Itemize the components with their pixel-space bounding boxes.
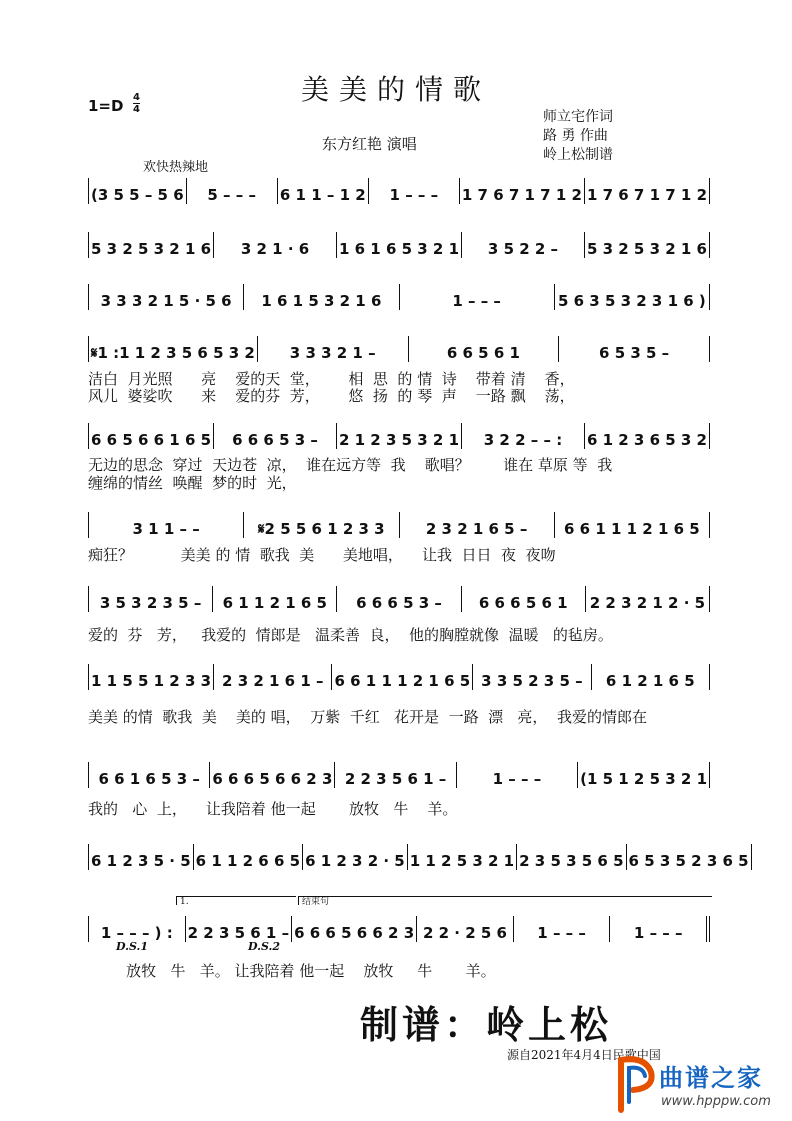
score-row — [88, 178, 710, 204]
watermark-url: www.hpppw.com — [661, 1094, 771, 1109]
measure: 6 6 6 5 6 6 2 3 — [210, 762, 335, 788]
measure: 6 6 6 5 6 1 — [462, 586, 586, 612]
source-note: 源自2021年4月4日民歌中国 — [507, 1048, 661, 1062]
transcriber: 岭上松制谱 — [543, 147, 613, 163]
measure: 5 – – – — [187, 178, 278, 204]
measure: 𝄋2 5 5 6 1 2 3 3 — [244, 512, 399, 538]
key-signature: 1=D — [88, 97, 124, 115]
time-signature-bottom: 4 — [133, 104, 140, 115]
measure: 6 1 1 2 1 6 5 — [213, 586, 337, 612]
watermark-name: 曲谱之家 — [659, 1064, 763, 1092]
score-row — [88, 284, 710, 310]
measure: 6 6 5 6 6 1 6 5 — [88, 423, 214, 449]
score-row — [88, 336, 710, 362]
measure: 6 1 2 3 2 · 5 — [303, 844, 408, 870]
measure: 1 1 5 5 1 2 3 3 — [88, 664, 214, 690]
score-row — [88, 844, 749, 870]
measure: (3 5 5 – 5 6 — [88, 178, 187, 204]
dal-segno-mark: D.S.1 — [116, 940, 149, 953]
score-row — [88, 512, 710, 538]
volta-bracket-end: 结束句 — [298, 896, 712, 905]
measure: 3 3 5 2 3 5 – — [473, 664, 591, 690]
measure: 6 6 1 1 1 2 1 6 5 — [555, 512, 710, 538]
measure: 2 1 2 3 5 3 2 1 — [337, 423, 462, 449]
measure: 6 5 3 5 – — [559, 336, 710, 362]
measure: 2 2 3 5 6 1 – — [186, 916, 292, 942]
lyric-line: 无边的思念 穿过 天边苍 凉， 谁在远方等 我 歌唱？ 谁在 草原 等 我 — [88, 456, 613, 474]
measure: 1 1 2 5 3 2 1 — [408, 844, 517, 870]
measure: 6 1 1 – 1 2 — [278, 178, 369, 204]
measure: 1 – – – — [400, 284, 555, 310]
measure: 1 7 6 7 1 7 1 2 — [585, 178, 710, 204]
time-signature-top: 4 — [133, 92, 140, 103]
score-row — [88, 664, 710, 690]
measure: 6 6 6 5 3 – — [337, 586, 461, 612]
measure: 1 6 1 6 5 3 2 1 — [337, 232, 462, 258]
measure: 1 – – – — [610, 916, 710, 942]
tempo-marking: 欢快热辣地 — [143, 160, 209, 175]
logo-mark-icon — [615, 1052, 659, 1114]
measure: 5 6 3 5 3 2 3 1 6 ) — [555, 284, 710, 310]
composer: 路 勇 作曲 — [543, 128, 608, 144]
performer: 东方红艳 演唱 — [322, 135, 417, 153]
lyric-line: 痴狂？ 美美 的 情 歌我 美 美地唱， 让我 日日 夜 夜吻 — [88, 546, 556, 564]
measure: 6 1 2 1 6 5 — [592, 664, 710, 690]
song-title: 美美的情歌 — [300, 73, 491, 106]
measure: 2 3 2 1 6 1 – — [214, 664, 332, 690]
score-row — [88, 232, 710, 258]
score-row — [88, 916, 710, 942]
measure: 3 1 1 – – — [88, 512, 244, 538]
measure: 1 – – – — [514, 916, 611, 942]
credits — [543, 108, 613, 165]
lyric-line: 缠绵的情丝 唤醒 梦的时 光， — [88, 474, 297, 492]
watermark-logo — [615, 1052, 785, 1118]
measure: 6 1 2 3 5 · 5 — [88, 844, 194, 870]
dal-segno-mark: D.S.2 — [248, 940, 281, 953]
measure: 3 2 2 – – : — [462, 423, 585, 449]
measure: 1 7 6 7 1 7 1 2 — [460, 178, 585, 204]
measure: 2 3 5 3 5 6 5 — [517, 844, 626, 870]
measure: (1 5 1 2 5 3 2 1 — [578, 762, 710, 788]
lyric-line: 洁白 月光照 亮 爱的天 堂， 相 思 的 情 诗 带着 清 香， — [88, 370, 575, 388]
transcriber-signature: 制谱：岭上松 — [360, 1002, 613, 1047]
measure: 5 3 2 5 3 2 1 6 — [88, 232, 214, 258]
measure: 𝄋1 :1 1 2 3 5 6 5 3 2 — [88, 336, 258, 362]
measure: 3 5 3 2 3 5 – — [88, 586, 213, 612]
lyricist: 师立宅作词 — [543, 109, 613, 125]
measure: 1 – – – ) : — [88, 916, 186, 942]
measure: 6 1 2 3 6 5 3 2 — [585, 423, 710, 449]
measure: 2 3 2 1 6 5 – — [400, 512, 555, 538]
measure: 1 – – – — [457, 762, 578, 788]
measure: 6 6 1 6 5 3 – — [88, 762, 210, 788]
score-row — [88, 586, 710, 612]
measure: 3 3 3 2 1 5 · 5 6 — [88, 284, 244, 310]
measure: 6 5 3 5 2 3 6 5 — [627, 844, 752, 870]
lyric-line: 放牧 牛 羊。 让我陪着 他一起 放牧 牛 羊。 — [88, 962, 496, 980]
time-signature — [133, 92, 140, 115]
measure: 3 3 3 2 1 – — [258, 336, 409, 362]
measure: 6 6 5 6 1 — [409, 336, 560, 362]
lyric-line: 我的 心 上， 让我陪着 他一起 放牧 牛 羊。 — [88, 800, 458, 818]
lyric-line: 美美 的情 歌我 美 美的 唱， 万紫 千红 花开是 一路 漂 亮， 我爱的情郎在 — [88, 708, 647, 726]
measure: 6 6 1 1 1 2 1 6 5 — [332, 664, 473, 690]
measure: 1 6 1 5 3 2 1 6 — [244, 284, 399, 310]
measure: 2 2 · 2 5 6 — [417, 916, 514, 942]
measure: 6 6 6 5 6 6 2 3 — [292, 916, 417, 942]
measure: 3 2 1 · 6 — [214, 232, 337, 258]
lyric-line: 爱的 芬 芳， 我爱的 情郎是 温柔善 良， 他的胸膛就像 温暖 的毡房。 — [88, 626, 613, 644]
score-row — [88, 423, 710, 449]
measure: 2 2 3 2 1 2 · 5 — [586, 586, 710, 612]
measure: 5 3 2 5 3 2 1 6 — [585, 232, 710, 258]
measure: 1 – – – — [369, 178, 460, 204]
lyric-line: 风儿 婆娑吹 来 爱的芬 芳， 悠 扬 的 琴 声 一路 飘 荡， — [88, 387, 575, 405]
volta-bracket-1: 1. — [176, 896, 296, 905]
measure: 6 6 6 5 3 – — [214, 423, 337, 449]
score-row — [88, 762, 710, 788]
measure: 3 5 2 2 – — [462, 232, 585, 258]
measure: 2 2 3 5 6 1 – — [335, 762, 456, 788]
measure: 6 1 1 2 6 6 5 — [194, 844, 303, 870]
